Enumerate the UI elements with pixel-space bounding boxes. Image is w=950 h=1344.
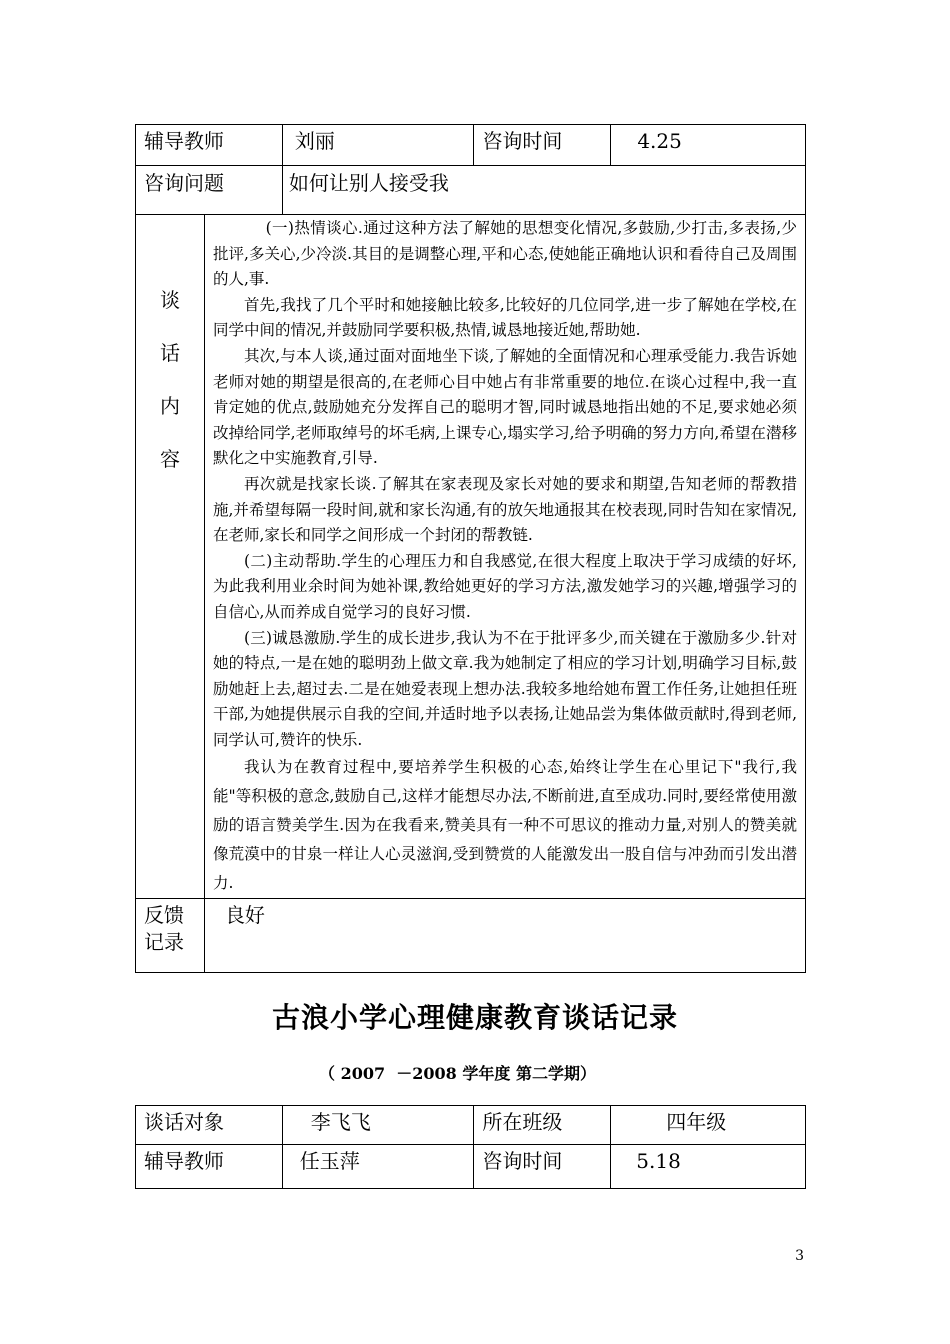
feedback-label-line: 记录 xyxy=(144,930,184,955)
issue-value-cell xyxy=(282,166,805,215)
talk-label-cell xyxy=(136,215,205,899)
counselor2-label: 辅导教师 xyxy=(144,1149,224,1173)
issue-value: 如何让别人接受我 xyxy=(288,171,449,195)
issue-label-cell xyxy=(136,166,283,215)
consult-time-value-cell xyxy=(611,125,806,166)
counselor-value: 刘丽 xyxy=(294,129,335,153)
class-label: 所在班级 xyxy=(482,1110,563,1134)
counselor2-value: 任玉萍 xyxy=(299,1149,360,1173)
student-value: 李飞飞 xyxy=(310,1110,371,1134)
consult-time2-value-cell xyxy=(611,1145,806,1189)
talk-label-char: 谈 xyxy=(159,288,180,312)
class-value-cell xyxy=(611,1106,806,1145)
feedback-label-cell xyxy=(136,899,205,973)
student-value-cell xyxy=(282,1106,474,1145)
talk-label-char: 容 xyxy=(159,447,180,471)
consult-time-label: 咨询时间 xyxy=(482,129,563,153)
feedback-label-line: 反馈 xyxy=(144,903,184,928)
consult-time-label-cell xyxy=(474,125,611,166)
talk-paragraph: 首先,我找了几个平时和她接触比较多,比较好的几位同学,进一步了解她在学校,在同学中间的情况,并鼓励同学要积极,热情,诚恳地接近她,帮助她. xyxy=(212,295,797,340)
record-table-2 xyxy=(135,1105,806,1189)
feedback-label xyxy=(136,899,204,956)
talk-label-char: 话 xyxy=(159,341,180,365)
talk-paragraph: 再次就是找家长谈.了解其在家表现及家长对她的要求和期望,告知老师的帮教措施,并希望每隔一段时间,就和家长沟通,有的放矢地通报其在校表现,同时告知在家情况,在老师,家长和同学之间形成一个封闭的帮教链. xyxy=(212,474,797,545)
talk-paragraph: 我认为在教育过程中,要培养学生积极的心态,始终让学生在心里记下"我行,我能"等积极的意念,鼓励自己,这样才能想尽办法,不断前进,直至成功.同时,要经常使用激励的语言赞美学生.因为在我看来,赞美具有一种不可思议的推动力量,对别人的赞美就像荒漠中的甘泉一样让人心灵滋润,受到赞赏的人能激发出一股自信与冲劲而引发出潜力. xyxy=(212,758,797,893)
talk-paragraph: (一)热情谈心.通过这种方法了解她的思想变化情况,多鼓励,少打击,多表扬,少批评,多关心,少冷淡.其目的是调整心理,平和心态,使她能正确地认识和看待自己及周围的人,事. xyxy=(212,219,797,289)
feedback-value: 良好 xyxy=(224,903,265,928)
counselor-label: 辅导教师 xyxy=(144,129,224,153)
talk-content-cell xyxy=(204,215,805,899)
counselor2-label-cell xyxy=(136,1145,283,1189)
feedback-value-cell xyxy=(204,899,805,973)
student-label: 谈话对象 xyxy=(144,1110,224,1134)
counselor-label-cell xyxy=(136,125,283,166)
consult-time2-value: 5.18 xyxy=(636,1149,681,1173)
counselor-value-cell xyxy=(282,125,474,166)
page-title: 古浪小学心理健康教育谈话记录 xyxy=(271,1001,678,1034)
talk-label xyxy=(136,215,204,499)
talk-label-char: 内 xyxy=(159,394,180,418)
talk-paragraph: (二)主动帮助.学生的心理压力和自我感觉,在很大程度上取决于学习成绩的好坏,为此我利用业余时间为她补课,教给她更好的学习方法,激发她学习的兴趣,增强学习的自信心,从而养成自觉学习的良好习惯. xyxy=(212,551,797,621)
record-table-1 xyxy=(135,124,806,973)
class-label-cell xyxy=(474,1106,611,1145)
page-number: 3 xyxy=(795,1248,804,1264)
talk-paragraph: 其次,与本人谈,通过面对面地坐下谈,了解她的全面情况和心理承受能力.我告诉她老师对她的期望是很高的,在老师心目中她占有非常重要的地位.在谈心过程中,我一直肯定她的优点,鼓励她充分发挥自己的聪明才智,同时诚恳地指出她的不足,要求她必须改掉给同学,老师取绰号的坏毛病,上课专心,塌实学习,给予明确的努力方向,希望在潜移默化之中实施教育,引导. xyxy=(212,346,797,468)
talk-content xyxy=(205,215,805,898)
school-year-subtitle: （ 2007 －2008 学年度 第二学期） xyxy=(319,1064,596,1083)
talk-paragraph: (三)诚恳激励.学生的成长进步,我认为不在于批评多少,而关键在于激励多少.针对她的特点,一是在她的聪明劲上做文章.我为她制定了相应的学习计划,明确学习目标,鼓励她赶上去,超过去.二是在她爱表现上想办法.我较多地给她布置工作任务,让她担任班干部,为她提供展示自我的空间,并适时地予以表扬,让她品尝为集体做贡献时,得到老师,同学认可,赞许的快乐. xyxy=(212,628,797,749)
consult-time2-label-cell xyxy=(474,1145,611,1189)
student-label-cell xyxy=(136,1106,283,1145)
consult-time-value: 4.25 xyxy=(637,129,682,153)
consult-time2-label: 咨询时间 xyxy=(482,1149,563,1173)
counselor2-value-cell xyxy=(282,1145,474,1189)
class-value: 四年级 xyxy=(666,1110,727,1134)
issue-label: 咨询问题 xyxy=(144,171,224,195)
